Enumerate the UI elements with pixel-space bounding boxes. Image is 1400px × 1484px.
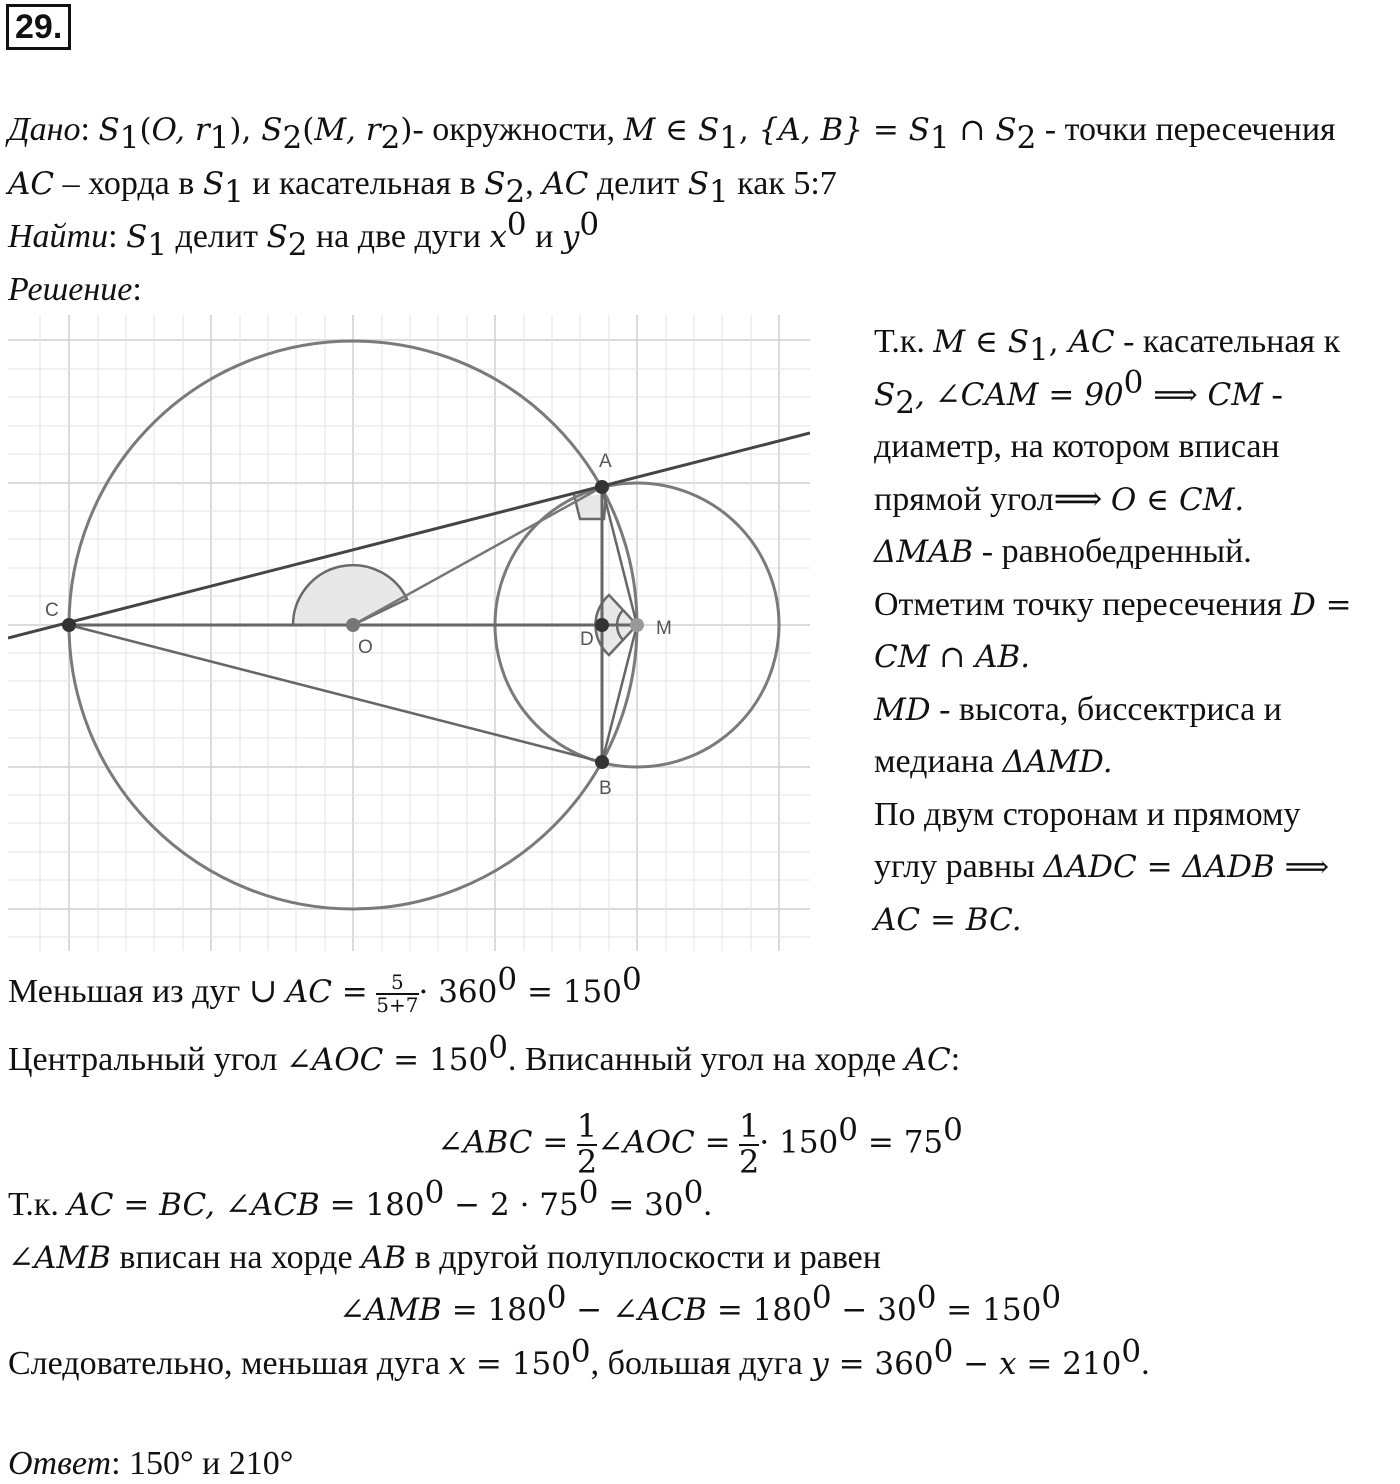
fraction-5-over-12: $\frac{5}{5+7}$ xyxy=(376,970,419,1018)
side-line-11: углу равны ΔADC = ΔADB ⟹ xyxy=(874,848,1330,885)
side-line-4: прямой угол⟹ O ∈ CM. xyxy=(874,481,1245,518)
side-line-12: AC = BC. xyxy=(874,902,1022,938)
label-o: O xyxy=(358,637,373,658)
side-line-6: Отметим точку пересечения D = xyxy=(874,586,1352,623)
side-line-3: диаметр, на котором вписан xyxy=(874,428,1280,465)
answer-line xyxy=(8,1444,293,1484)
geometry-figure xyxy=(8,315,810,951)
fraction-half-2: $\frac{1}{2}$ xyxy=(739,1107,760,1181)
label-c: C xyxy=(45,600,59,621)
side-line-8: MD - высота, биссектриса и xyxy=(874,691,1282,728)
answer-text: : 150° и 210° xyxy=(111,1445,294,1482)
label-a: A xyxy=(599,451,612,472)
body-line-5: ∠AMB вписан на хорде AB в другой полуплоскости и равен xyxy=(8,1239,881,1276)
body-line-7: Следовательно, меньшая дуга $x = 150^0$, большая дуга $y = 360^0 - x = 210^0$. xyxy=(8,1333,1150,1382)
body-line-3: ∠ABC = $\frac{1}{2}$ ∠AOC = $\frac{1}{2}$ · $150^0 = 75^0$ xyxy=(437,1107,963,1181)
side-line-1: Т.к. M ∈ $S_1$, AC - касательная к xyxy=(874,323,1341,368)
angle-aoc-marker xyxy=(293,565,407,625)
body-line-1: Меньшая из дуг ∪ AC = $\frac{5}{5+7}$ · $360^0 = 150^0$ xyxy=(8,961,642,1018)
given-line-1: Дано: $S_1(O$, $r_1$), $S_2(M$, $r_2)-$ окружности, M ∈ $S_1$, {A, $B\} = S_1$ ∩ $S_2$ - точки пересечения xyxy=(8,111,1336,156)
side-line-10: По двум сторонам и прямому xyxy=(874,796,1301,833)
side-line-9: медиана ΔAMD. xyxy=(874,743,1113,780)
side-line-7: CM ∩ AB. xyxy=(874,639,1031,675)
given-label: Дано xyxy=(8,111,81,148)
given-line-2: AC – хорда в $S_1$ и касательная в $S_2$, AC делит $S_1$ как 5:7 xyxy=(8,165,837,210)
segment-oa xyxy=(353,487,602,625)
grid xyxy=(8,315,810,951)
point-o xyxy=(346,618,360,632)
label-d: D xyxy=(580,629,594,650)
segment-cb xyxy=(69,625,602,762)
label-b: B xyxy=(599,778,612,799)
body-line-2: Центральный угол ∠AOC = $150^0$. Вписанный угол на хорде AC: xyxy=(8,1029,961,1078)
problem-number: 29. xyxy=(6,4,71,50)
point-m xyxy=(630,618,644,632)
point-d xyxy=(595,618,609,632)
fraction-half-1: $\frac{1}{2}$ xyxy=(576,1107,598,1181)
point-b xyxy=(595,755,609,769)
find-label: Найти xyxy=(8,218,109,255)
side-line-5: ΔMAB - равнобедренный. xyxy=(874,533,1252,570)
answer-label: Ответ xyxy=(8,1445,112,1482)
point-a xyxy=(595,480,609,494)
label-m: M xyxy=(656,618,672,639)
point-c xyxy=(62,618,76,632)
find-line: Найти: $S_1$ делит $S_2$ на две дуги $x^0$ и $y^0$ xyxy=(8,206,600,263)
tangent-line-ac xyxy=(8,433,810,638)
body-line-4: Т.к. AC = BC, ∠ACB = $180^0 - 2 \cdot 75^0 = 30^0$. xyxy=(8,1174,712,1223)
side-line-2: $S_2$, ∠CAM = $90^0$ ⟹ CM - xyxy=(874,364,1283,421)
solution-heading: Решение: xyxy=(8,271,142,308)
body-line-6: ∠AMB = $180^0$ − ∠ACB = $180^0 - 30^0 = 150^0$ xyxy=(338,1279,1062,1328)
